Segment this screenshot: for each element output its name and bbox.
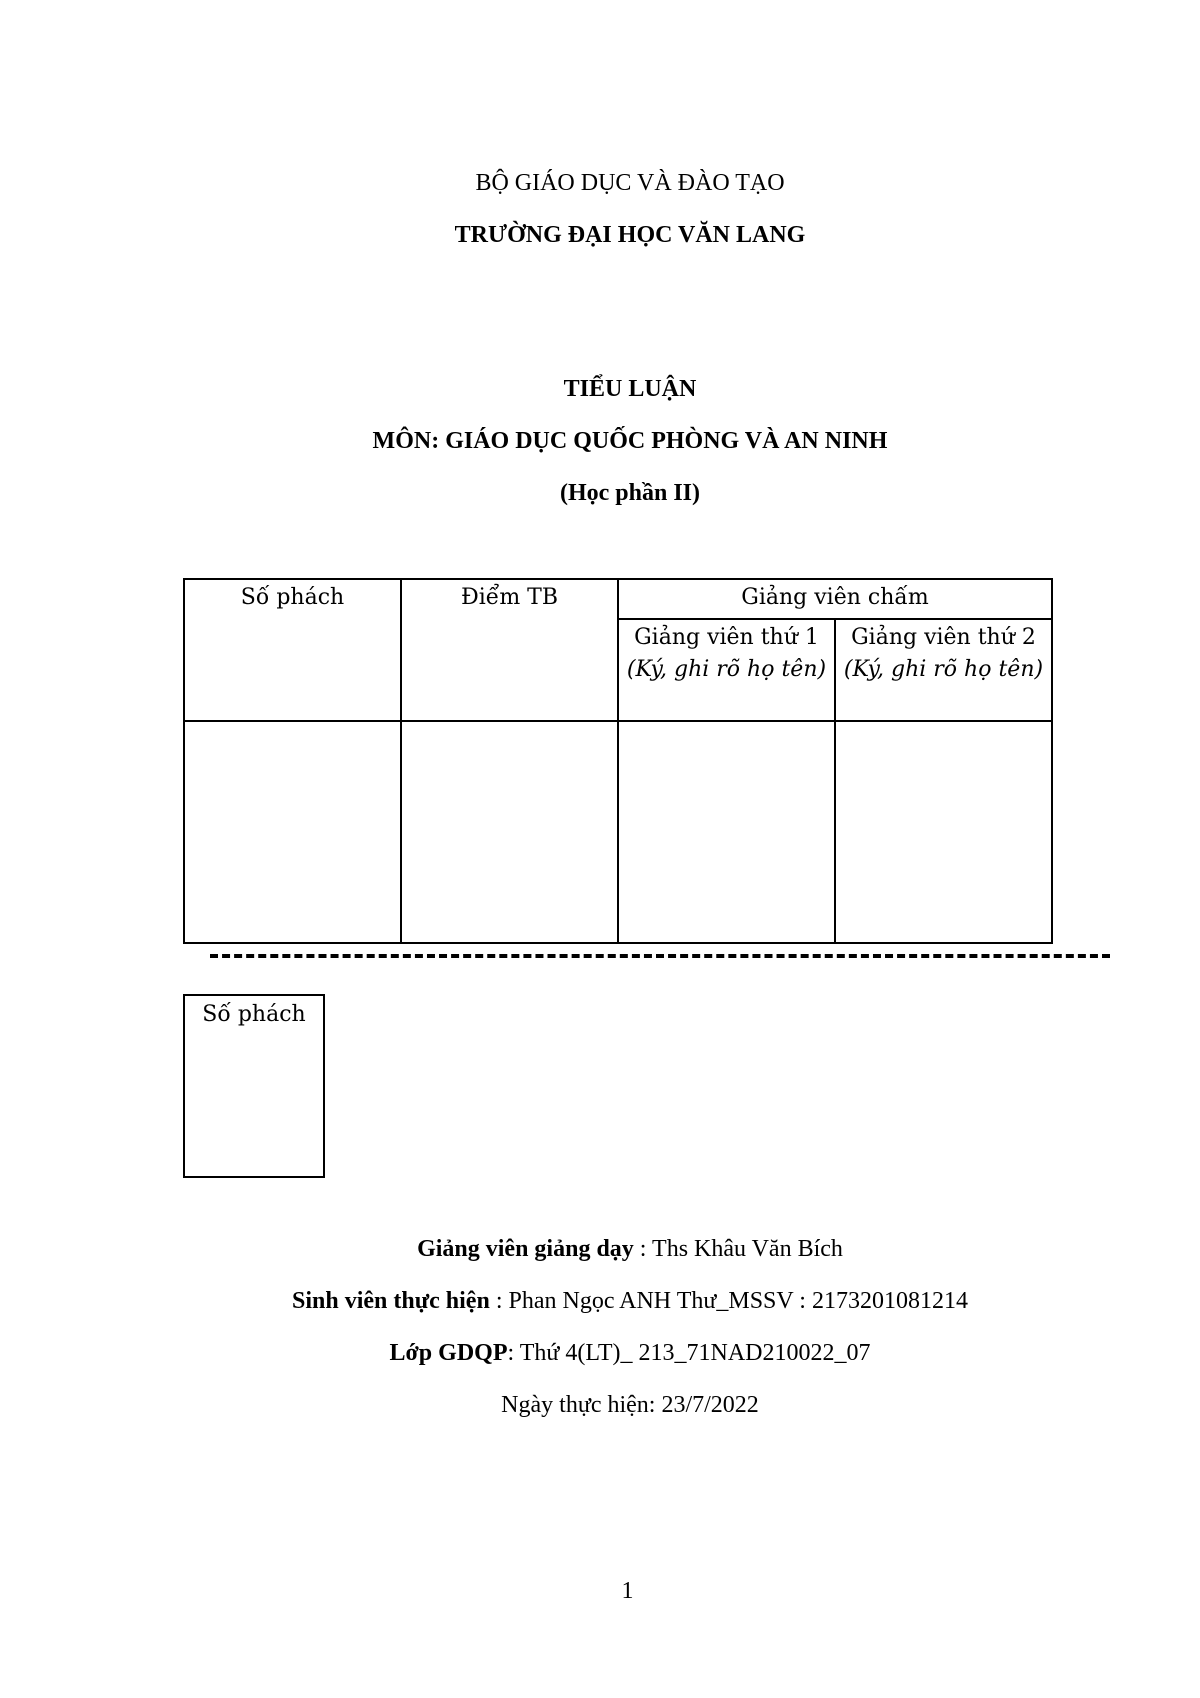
cell-grader-2-signature[interactable] <box>835 721 1052 943</box>
subject-title: MÔN: GIÁO DỤC QUỐC PHÒNG VÀ AN NINH <box>372 428 888 454</box>
cell-average-score[interactable] <box>401 721 618 943</box>
header-grader-2 <box>835 619 1052 721</box>
grader-2-label: Giảng viên thứ 2 <box>851 625 1036 650</box>
date-line: Ngày thực hiện: 23/7/2022 <box>501 1392 759 1418</box>
header-graders: Giảng viên chấm <box>618 579 1052 619</box>
lecturer-value: : Ths Khâu Văn Bích <box>633 1236 843 1262</box>
header-grader-1 <box>618 619 835 721</box>
ministry-name: BỘ GIÁO DỤC VÀ ĐÀO TẠO <box>475 170 785 196</box>
lecturer-label: Giảng viên giảng dạy <box>417 1236 634 1262</box>
grader-1-sign-note: (Ký, ghi rõ họ tên) <box>626 657 827 682</box>
serial-box-label: Số phách <box>202 1002 306 1027</box>
grade-table <box>183 578 1053 944</box>
class-label: Lớp GDQP <box>389 1340 508 1366</box>
university-name: TRƯỜNG ĐẠI HỌC VĂN LANG <box>454 222 806 248</box>
student-label: Sinh viên thực hiện <box>292 1288 490 1314</box>
grader-1-label: Giảng viên thứ 1 <box>634 625 819 650</box>
cell-serial[interactable] <box>184 721 401 943</box>
class-value: : Thứ 4(LT)_ 213_71NAD210022_07 <box>507 1340 871 1366</box>
cut-line <box>210 954 1110 958</box>
cell-grader-1-signature[interactable] <box>618 721 835 943</box>
page-number: 1 <box>621 1578 634 1604</box>
essay-title: TIỂU LUẬN <box>563 376 697 402</box>
serial-box <box>183 994 325 1178</box>
lecturer-line <box>0 1236 1200 1263</box>
header-average-score: Điểm TB <box>401 579 618 721</box>
class-line <box>0 1340 1200 1367</box>
student-value: : Phan Ngọc ANH Thư_MSSV : 2173201081214 <box>489 1288 968 1314</box>
student-line <box>0 1288 1200 1315</box>
header-serial: Số phách <box>184 579 401 721</box>
grader-2-sign-note: (Ký, ghi rõ họ tên) <box>843 657 1044 682</box>
module-title: (Học phần II) <box>559 480 701 506</box>
